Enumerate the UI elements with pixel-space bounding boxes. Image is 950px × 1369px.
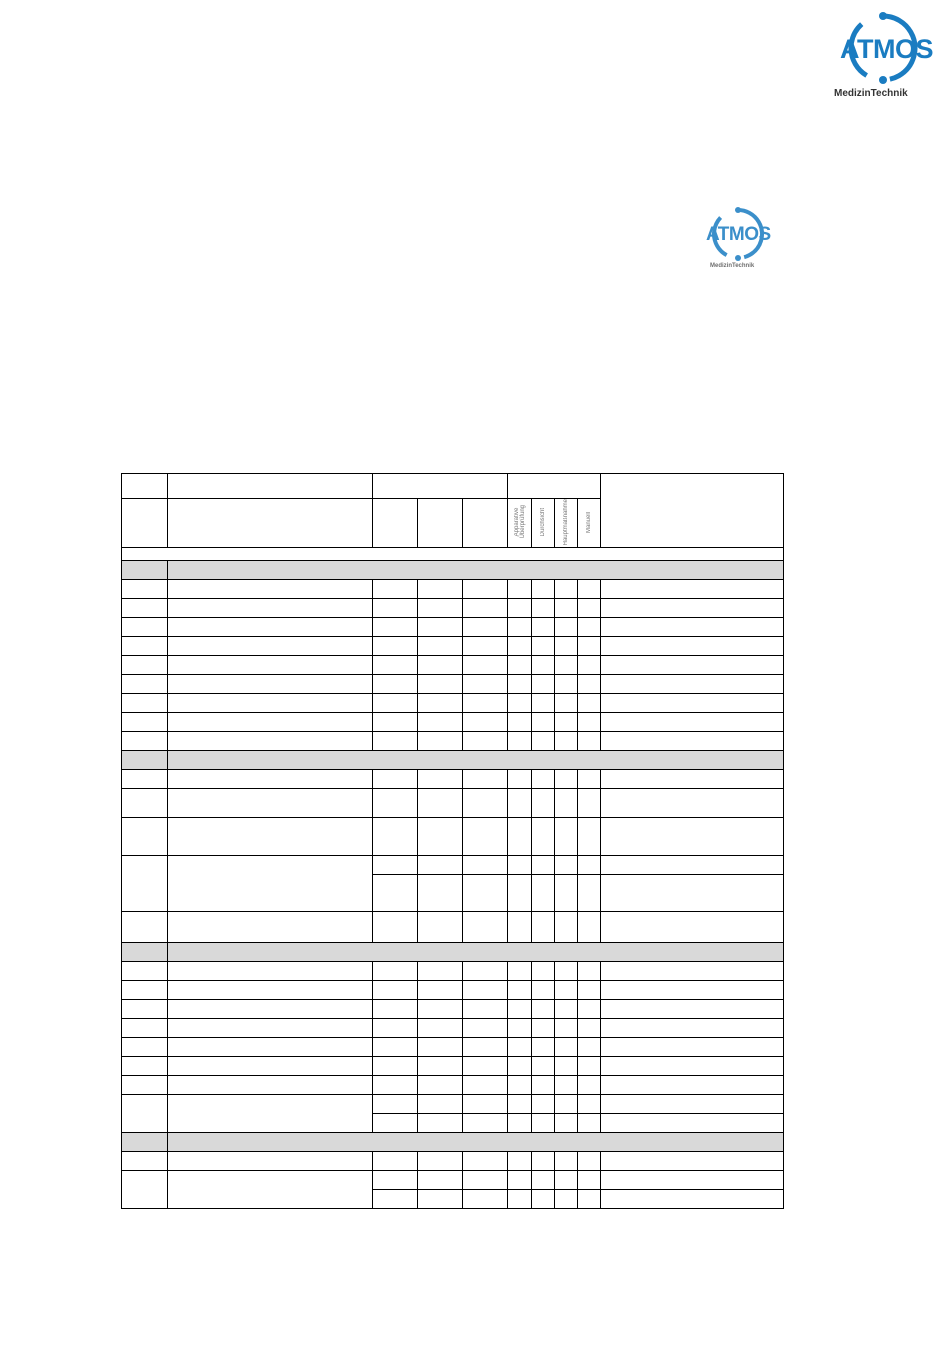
- section-row: [122, 943, 784, 962]
- table-row: [122, 637, 784, 656]
- table-row: [122, 981, 784, 1000]
- table-row: [122, 656, 784, 675]
- header-manuell: Manuell: [586, 511, 593, 533]
- header-apparative: Apparative Überprüfung: [513, 505, 526, 539]
- header-durchsicht: Durchsicht: [540, 508, 547, 537]
- table-row: [122, 818, 784, 856]
- table-row: [122, 770, 784, 789]
- logo-wordmark: ATMOS: [840, 34, 933, 64]
- table-row: [122, 912, 784, 943]
- section-row: [122, 751, 784, 770]
- section-row: [122, 561, 784, 580]
- table-row: [122, 1057, 784, 1076]
- table-row: [122, 1095, 784, 1114]
- table-row: [122, 732, 784, 751]
- logo-subtitle-small: MedizinTechnik: [710, 263, 755, 269]
- table-row: [122, 1076, 784, 1095]
- table-row: [122, 962, 784, 981]
- company-logo-small: [700, 204, 780, 274]
- table-spacer-row: [122, 548, 784, 561]
- table-row: [122, 694, 784, 713]
- table-row: [122, 713, 784, 732]
- table-row: [122, 1038, 784, 1057]
- table-row: [122, 1019, 784, 1038]
- section-row: [122, 1133, 784, 1152]
- table-row: [122, 1000, 784, 1019]
- company-logo: [832, 8, 934, 104]
- table-row: [122, 1152, 784, 1171]
- table-row: [122, 1171, 784, 1190]
- table-row: [122, 599, 784, 618]
- header-row-1: [122, 474, 784, 499]
- maintenance-checklist-table: [121, 473, 784, 1209]
- logo-wordmark-small: ATMOS: [706, 224, 771, 245]
- table-row: [122, 618, 784, 637]
- table-row: [122, 580, 784, 599]
- header-hauptmassnahme: Hauptmaßnahme: [563, 499, 570, 546]
- table-row: [122, 675, 784, 694]
- logo-subtitle: MedizinTechnik: [834, 88, 908, 99]
- table-row: [122, 789, 784, 818]
- table-row: [122, 856, 784, 875]
